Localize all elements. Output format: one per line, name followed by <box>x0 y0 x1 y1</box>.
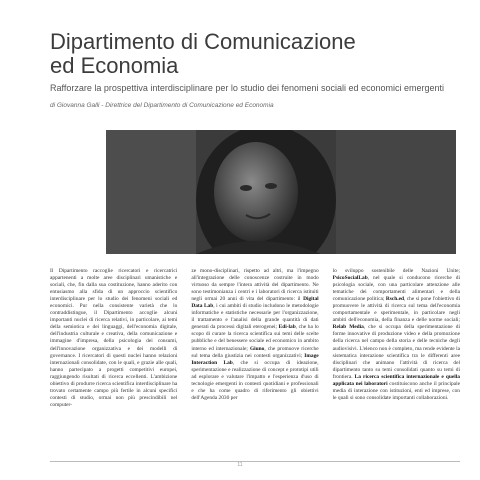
lab-name-digital-data-lab: Digital Data Lab <box>191 296 319 310</box>
column-3-text-g: , che si occupa della sperimentazione di forme innovative di produzione video e della promozione della ricerca nel campo della storia e delle tecniche degli audiovisivi. L'elenco non è completo, ma rende evidente la sistematica interazione scientifica tra le differenti aree disciplinari che animano l'attività di ricerca del dipartimento tanto su temi consolidati quanto su temi di frontiera. <box>332 324 460 380</box>
column-3-text-c: , nel quale si conducono ricerche di psicologia sociale, con una particolare attenzione alle tematiche dei comportamenti alimentari e della comunicazione politica; <box>332 275 460 303</box>
lab-name-image-interaction-lab: Image Interaction Lab <box>191 352 319 366</box>
page-title <box>50 30 470 78</box>
column-2-text-c: , i cui ambiti di studio includono le metodologie informatiche e statistiche necessarie per l'organizzazione, il trattamento e l'analisi della grande quantità di dati generati da processi digitali eterogenei; <box>191 303 319 331</box>
lab-name-rsch-ed: Rsch.ed <box>385 296 404 303</box>
page-number: 11 <box>237 462 243 468</box>
lab-name-giuno: Giuno <box>249 345 265 352</box>
director-photo <box>106 130 456 254</box>
lab-name-psicosociallab: PsicoSocialLab <box>332 275 368 282</box>
text-column-2 <box>191 268 318 438</box>
lab-name-relab-media: Relab Media <box>332 324 364 331</box>
title-line-1: Dipartimento di Comunicazione <box>50 29 356 54</box>
column-3-text-e: , che si pone l'obiettivo di promuovere le attività di ricerca sul tema dell'economia comportamentale e sperimentale, in particolare negli ambiti dell'economia, della finanza e delle norme sociali; <box>332 296 460 324</box>
byline: di Giovanna Galli - Direttrice del Dipartimento di Comunicazione ed Economia <box>50 102 274 109</box>
column-2-text-a: ze mono-disciplinari, rispetto ad altri, ma l'impegno all'integrazione delle conoscenze costruite in modo virtuoso da sempre l'intera attività del dipartimento. Ne sono testimonianza i centri e i laboratori di ricerca istituiti negli ormai 20 anni di vita del dipartimento: il <box>191 268 319 303</box>
title-line-2: ed Economia <box>50 53 179 78</box>
column-3-text-i: costituiscono anche il principale media di interazione con istituzioni, enti ed imprese, con le quali si sono consolidate importanti collaborazioni. <box>332 380 460 401</box>
column-1-text: Il Dipartimento raccoglie ricercatori e ricercatrici appartenenti a molte aree disciplinari umanistiche e sociali, che, fin dalla sua costituzione, hanno aderito con entusiasmo alla sfida di un approccio scientifico interdisciplinare per lo studio dei fenomeni sociali ed economici. Pur nella consistente varietà che lo contraddistingue, il Dipartimento accoglie alcuni importanti nuclei di ricerca relativi, in particolare, ai temi della semiotica e dei linguaggi, dell'economia digitale, dell'industria culturale e creativa, della comunicazione e immagine d'impresa, della psicologia dei consumi, dell'innovazione organizzativa e dei modelli di governance. I ricercatori di questi nuclei hanno relazioni internazionali consolidate, con le quali, e grazie alle quali, hanno partecipato a progetti competitivi europei, raggiungendo risultati di ricerca eccellenti. L'ambizione obiettivo di produrre ricerca scientifica interdisciplinare ha trovato certamente campo più fertile in alcuni specifici contesti di studio, ormai non più prescindibili nel computer- <box>50 268 178 408</box>
subtitle: Rafforzare la prospettiva interdisciplinare per lo studio dei fenomeni sociali ed economici emergenti <box>50 83 445 93</box>
column-2-text-e: , che ha lo scopo di curare la ricerca scientifica sui temi delle scelte pubbliche e del benessere sociale ed economico in ambito interno ed internazionale; <box>191 324 319 352</box>
body-text <box>50 268 460 438</box>
portrait-illustration <box>106 130 456 254</box>
highlight-research: La ricerca scientifica internazionale e quella applicata nei laboratori <box>332 373 460 387</box>
column-3-text-a: lo sviluppo sostenibile delle Nazioni Unite; <box>332 268 460 274</box>
lab-name-edi-lab: Edi-lab <box>278 324 296 331</box>
column-2-text-g: , che promuove ricerche sul tema della giustizia nei contesti organizzativi; <box>191 345 319 359</box>
text-column-1 <box>50 268 177 438</box>
column-2-text-i: , che si occupa di ideazione, sperimentazione e realizzazione di concept e prototipi utili ad esplorare e valutare l'impatto e l'esperienza d'uso di tecnologie emergenti in contesti quotidiani e professionali e che ha come quadro di riferimento gli obiettivi dell'Agenda 2030 per <box>191 359 319 401</box>
text-column-3 <box>333 268 460 438</box>
